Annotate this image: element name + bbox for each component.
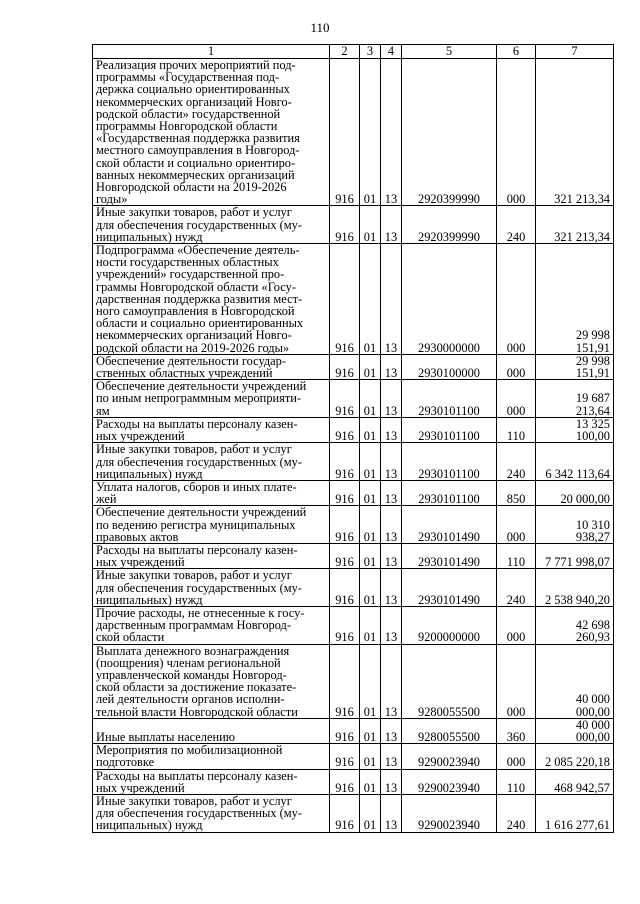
row-amount: 20 000,00 <box>536 480 614 505</box>
row-subsection-code: 13 <box>381 769 402 794</box>
row-target-article: 2930101100 <box>402 480 497 505</box>
table-row <box>93 244 614 355</box>
header-col-3: 3 <box>360 45 381 59</box>
row-target-article: 2930000000 <box>402 244 497 355</box>
row-target-article: 2930101100 <box>402 380 497 418</box>
table-header <box>93 45 614 59</box>
row-section-code: 01 <box>360 769 381 794</box>
row-amount: 40 000 000,00 <box>536 718 614 743</box>
row-subsection-code: 13 <box>381 718 402 743</box>
row-subsection-code: 13 <box>381 354 402 379</box>
table-row <box>93 480 614 505</box>
row-target-article: 9280055500 <box>402 644 497 718</box>
row-section-code: 01 <box>360 206 381 244</box>
row-section-code: 01 <box>360 417 381 442</box>
row-subsection-code: 13 <box>381 794 402 832</box>
row-expense-type: 000 <box>497 506 536 544</box>
row-amount: 321 213,34 <box>536 206 614 244</box>
row-section-code: 01 <box>360 354 381 379</box>
row-target-article: 9290023940 <box>402 794 497 832</box>
row-section-code: 01 <box>360 244 381 355</box>
row-ved-code: 916 <box>330 380 360 418</box>
row-ved-code: 916 <box>330 206 360 244</box>
row-section-code: 01 <box>360 480 381 505</box>
row-subsection-code: 13 <box>381 543 402 568</box>
table-row <box>93 718 614 743</box>
row-amount: 7 771 998,07 <box>536 543 614 568</box>
row-section-code: 01 <box>360 644 381 718</box>
row-expense-type: 000 <box>497 380 536 418</box>
row-ved-code: 916 <box>330 244 360 355</box>
row-expense-type: 240 <box>497 794 536 832</box>
row-target-article: 9290023940 <box>402 744 497 769</box>
row-subsection-code: 13 <box>381 206 402 244</box>
row-section-code: 01 <box>360 794 381 832</box>
row-section-code: 01 <box>360 443 381 481</box>
header-row <box>93 45 614 59</box>
row-amount: 2 085 220,18 <box>536 744 614 769</box>
row-ved-code: 916 <box>330 543 360 568</box>
row-expense-type: 110 <box>497 769 536 794</box>
row-subsection-code: 13 <box>381 380 402 418</box>
row-target-article: 2930101100 <box>402 443 497 481</box>
table-row <box>93 744 614 769</box>
row-expense-type: 000 <box>497 644 536 718</box>
row-name: Иные выплаты населению <box>93 718 330 743</box>
row-amount: 468 942,57 <box>536 769 614 794</box>
row-name: Обеспечение деятельности учреждений по ведению регистра муниципальных правовых актов <box>93 506 330 544</box>
row-expense-type: 240 <box>497 569 536 607</box>
row-ved-code: 916 <box>330 59 360 206</box>
page-number: 110 <box>310 20 330 35</box>
row-amount: 321 213,34 <box>536 59 614 206</box>
row-amount: 6 342 113,64 <box>536 443 614 481</box>
row-amount: 1 616 277,61 <box>536 794 614 832</box>
table-row <box>93 769 614 794</box>
row-subsection-code: 13 <box>381 480 402 505</box>
row-ved-code: 916 <box>330 606 360 644</box>
row-target-article: 9280055500 <box>402 718 497 743</box>
row-name: Обеспечение деятельности государ- ственных областных учреждений <box>93 354 330 379</box>
row-amount: 42 698 260,93 <box>536 606 614 644</box>
row-target-article: 9200000000 <box>402 606 497 644</box>
row-target-article: 2920399990 <box>402 206 497 244</box>
row-amount: 29 998 151,91 <box>536 244 614 355</box>
table-row <box>93 59 614 206</box>
row-ved-code: 916 <box>330 644 360 718</box>
row-target-article: 2930101490 <box>402 543 497 568</box>
row-name: Иные закупки товаров, работ и услуг для обеспечения государственных (му- ниципальных) нужд <box>93 443 330 481</box>
row-name: Выплата денежного вознаграждения (поощрения) членам региональной управленческой команды Новгород- ской области за достижение показате- лей деятельности органов исполни- тельной власти Новгородской области <box>93 644 330 718</box>
row-name: Реализация прочих мероприятий под- программы «Государственная под- держка социально ориентированных некоммерческих организаций Новго- родской области» государственной программы Новгородской области «Государственная поддержка развития местного самоуправления в Новгород- ской области и социально ориентиро- ванных некоммерческих организаций Новгородской области на 2019-2026 годы» <box>93 59 330 206</box>
table-body <box>93 59 614 833</box>
header-col-4: 4 <box>381 45 402 59</box>
row-amount: 29 998 151,91 <box>536 354 614 379</box>
row-name: Прочие расходы, не отнесенные к госу- дарственным программам Новгород- ской области <box>93 606 330 644</box>
row-expense-type: 000 <box>497 244 536 355</box>
row-name: Иные закупки товаров, работ и услуг для обеспечения государственных (му- ниципальных) нужд <box>93 794 330 832</box>
row-section-code: 01 <box>360 744 381 769</box>
row-ved-code: 916 <box>330 443 360 481</box>
row-amount: 2 538 940,20 <box>536 569 614 607</box>
row-target-article: 2930100000 <box>402 354 497 379</box>
row-subsection-code: 13 <box>381 644 402 718</box>
row-ved-code: 916 <box>330 794 360 832</box>
row-name: Подпрограмма «Обеспечение деятель- ности государственных областных учреждений» государственной про- граммы Новгородской области «Госу- дарственная поддержка развития мест- ного самоуправления в Новгородской области и социально ориентированных некоммерческих организаций Новго- родской области на 2019-2026 годы» <box>93 244 330 355</box>
row-name: Расходы на выплаты персоналу казен- ных учреждений <box>93 417 330 442</box>
row-expense-type: 000 <box>497 606 536 644</box>
table-row <box>93 606 614 644</box>
header-col-2: 2 <box>330 45 360 59</box>
row-section-code: 01 <box>360 718 381 743</box>
table-row <box>93 506 614 544</box>
row-expense-type: 000 <box>497 354 536 379</box>
row-target-article: 9290023940 <box>402 769 497 794</box>
row-section-code: 01 <box>360 506 381 544</box>
table-row <box>93 354 614 379</box>
row-section-code: 01 <box>360 569 381 607</box>
table-row <box>93 443 614 481</box>
row-subsection-code: 13 <box>381 569 402 607</box>
row-name: Расходы на выплаты персоналу казен- ных учреждений <box>93 543 330 568</box>
row-subsection-code: 13 <box>381 506 402 544</box>
header-col-5: 5 <box>402 45 497 59</box>
row-expense-type: 360 <box>497 718 536 743</box>
row-ved-code: 916 <box>330 718 360 743</box>
table-row <box>93 569 614 607</box>
row-name: Иные закупки товаров, работ и услуг для обеспечения государственных (му- ниципальных) нужд <box>93 206 330 244</box>
header-col-6: 6 <box>497 45 536 59</box>
row-subsection-code: 13 <box>381 744 402 769</box>
row-expense-type: 240 <box>497 443 536 481</box>
table-row <box>93 644 614 718</box>
budget-table <box>92 44 614 833</box>
row-target-article: 2930101100 <box>402 417 497 442</box>
table-row <box>93 794 614 832</box>
row-section-code: 01 <box>360 543 381 568</box>
row-ved-code: 916 <box>330 744 360 769</box>
row-expense-type: 240 <box>497 206 536 244</box>
table-row <box>93 206 614 244</box>
row-section-code: 01 <box>360 606 381 644</box>
row-expense-type: 000 <box>497 59 536 206</box>
row-name: Мероприятия по мобилизационной подготовке <box>93 744 330 769</box>
table-row <box>93 543 614 568</box>
row-ved-code: 916 <box>330 354 360 379</box>
row-ved-code: 916 <box>330 506 360 544</box>
table-row <box>93 417 614 442</box>
row-ved-code: 916 <box>330 769 360 794</box>
row-expense-type: 110 <box>497 543 536 568</box>
header-col-1: 1 <box>93 45 330 59</box>
table-row <box>93 380 614 418</box>
row-subsection-code: 13 <box>381 443 402 481</box>
row-name: Обеспечение деятельности учреждений по иным непрограммным мероприяти- ям <box>93 380 330 418</box>
row-target-article: 2920399990 <box>402 59 497 206</box>
row-amount: 19 687 213,64 <box>536 380 614 418</box>
row-subsection-code: 13 <box>381 606 402 644</box>
row-subsection-code: 13 <box>381 244 402 355</box>
row-subsection-code: 13 <box>381 59 402 206</box>
row-expense-type: 850 <box>497 480 536 505</box>
row-name: Уплата налогов, сборов и иных плате- жей <box>93 480 330 505</box>
row-amount: 40 000 000,00 <box>536 644 614 718</box>
row-amount: 13 325 100,00 <box>536 417 614 442</box>
row-ved-code: 916 <box>330 480 360 505</box>
header-col-7: 7 <box>536 45 614 59</box>
row-target-article: 2930101490 <box>402 506 497 544</box>
row-name: Расходы на выплаты персоналу казен- ных учреждений <box>93 769 330 794</box>
row-expense-type: 000 <box>497 744 536 769</box>
row-subsection-code: 13 <box>381 417 402 442</box>
row-target-article: 2930101490 <box>402 569 497 607</box>
row-ved-code: 916 <box>330 569 360 607</box>
row-section-code: 01 <box>360 380 381 418</box>
row-section-code: 01 <box>360 59 381 206</box>
row-ved-code: 916 <box>330 417 360 442</box>
row-name: Иные закупки товаров, работ и услуг для обеспечения государственных (му- ниципальных) нужд <box>93 569 330 607</box>
row-expense-type: 110 <box>497 417 536 442</box>
row-amount: 10 310 938,27 <box>536 506 614 544</box>
